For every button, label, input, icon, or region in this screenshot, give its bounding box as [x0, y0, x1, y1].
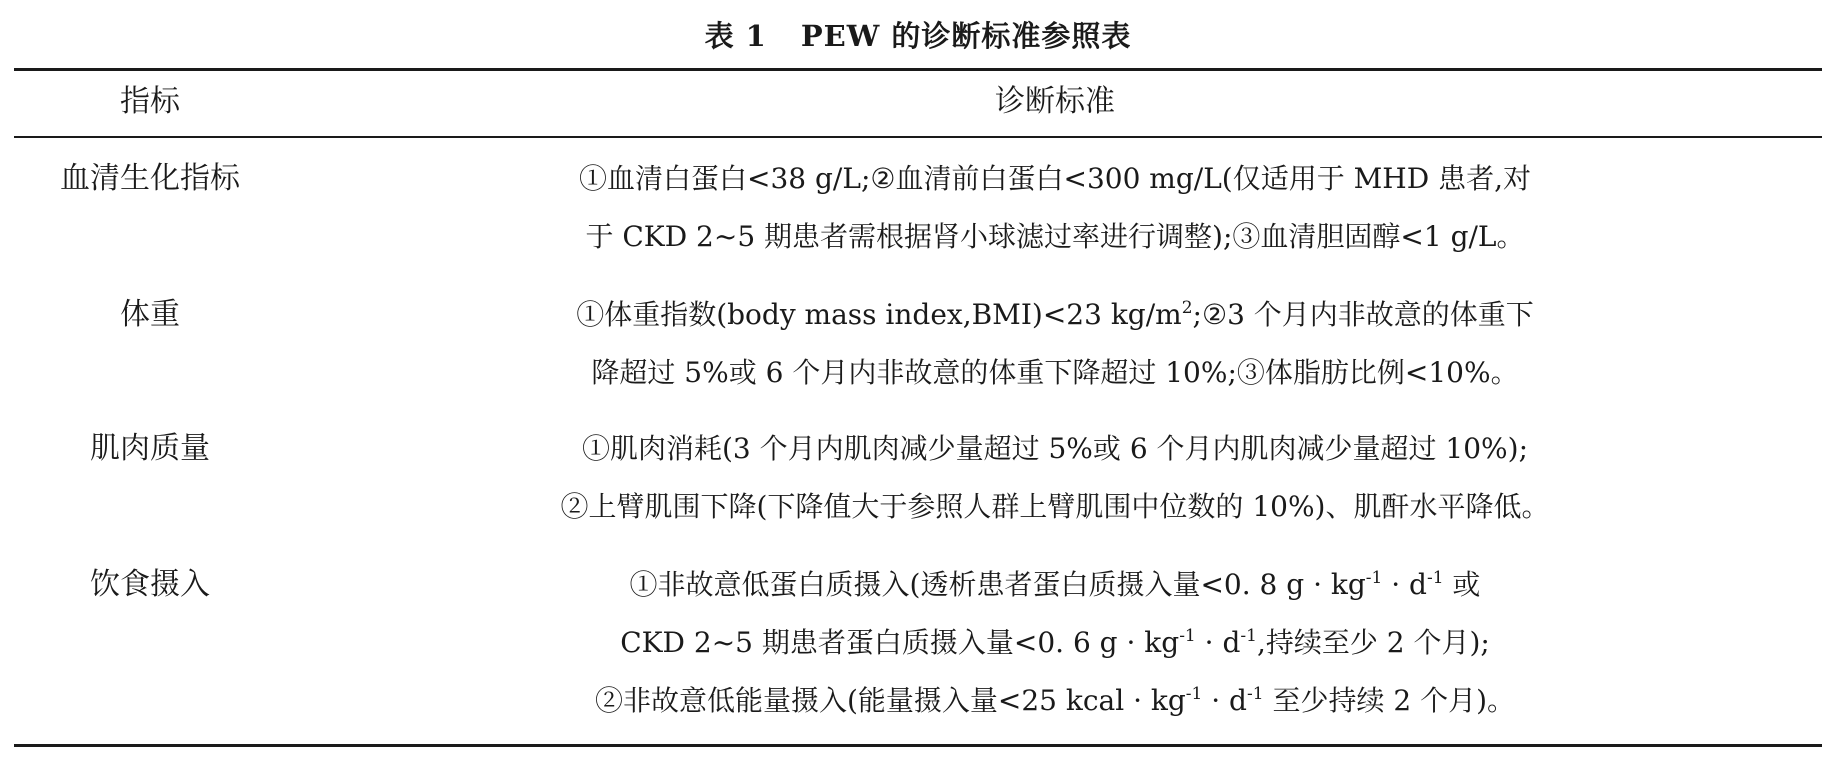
criteria-line: 于 CKD 2~5 期患者需根据肾小球滤过率进行调整);③血清胆固醇<1 g/L。: [585, 220, 1525, 253]
header-rule: [14, 136, 1822, 138]
superscript: -1: [1426, 568, 1444, 588]
superscript: -1: [1185, 684, 1203, 704]
criteria-line: ②非故意低能量摄入(能量摄入量<25 kcal · $kg^{-1} \cdot d^{-1}$ 至少持续 2 个月)。: [594, 684, 1515, 717]
criteria-line: ①非故意低蛋白质摄入(透析患者蛋白质摄入量<0. 8 $g \cdot kg^{-1} \cdot d^{-1}$ 或: [629, 568, 1481, 601]
column-header-criteria: 诊断标准: [995, 84, 1115, 119]
row-criteria: [300, 150, 1810, 266]
row-indicator-label: 肌肉质量: [90, 431, 210, 466]
row-criteria: [300, 286, 1810, 402]
criteria-line: ①肌肉消耗(3 个月内肌肉减少量超过 5%或 6 个月内肌肉减少量超过 10%);: [581, 432, 1529, 465]
superscript: -1: [1365, 568, 1383, 588]
criteria-line: ②上臂肌围下降(下降值大于参照人群上臂肌围中位数的 10%)、肌酐水平降低。: [560, 490, 1550, 523]
column-header-indicator: 指标: [120, 84, 180, 119]
superscript: -1: [1179, 626, 1196, 646]
table-caption-text: PEW 的诊断标准参照表: [800, 19, 1132, 53]
row-indicator-label: 饮食摄入: [90, 567, 210, 602]
criteria-line: ①体重指数(body mass index,BMI)<23 $kg/m^2;②3$ 个月内非故意的体重下: [576, 298, 1534, 331]
table-caption-number: 表 1: [704, 19, 767, 53]
criteria-line: 降超过 5%或 6 个月内非故意的体重下降超过 10%;③体脂肪比例<10%。: [591, 356, 1519, 389]
row-criteria: [300, 556, 1810, 730]
table-caption: [0, 14, 1836, 55]
superscript: -1: [1240, 626, 1257, 646]
top-rule: [14, 68, 1822, 71]
bottom-rule: [14, 744, 1822, 747]
row-criteria: [300, 420, 1810, 536]
superscript: -1: [1246, 684, 1264, 704]
row-indicator-label: 体重: [120, 297, 180, 332]
criteria-line: ①血清白蛋白<38 g/L;②血清前白蛋白<300 mg/L(仅适用于 MHD 患者,对: [579, 162, 1531, 195]
superscript: 2: [1181, 298, 1193, 318]
criteria-line: CKD 2~5 期患者蛋白质摄入量<0. 6 $g \cdot kg^{-1} \cdot d^{-1}$,持续至少 2 个月);: [620, 626, 1490, 659]
row-indicator-label: 血清生化指标: [60, 161, 240, 196]
